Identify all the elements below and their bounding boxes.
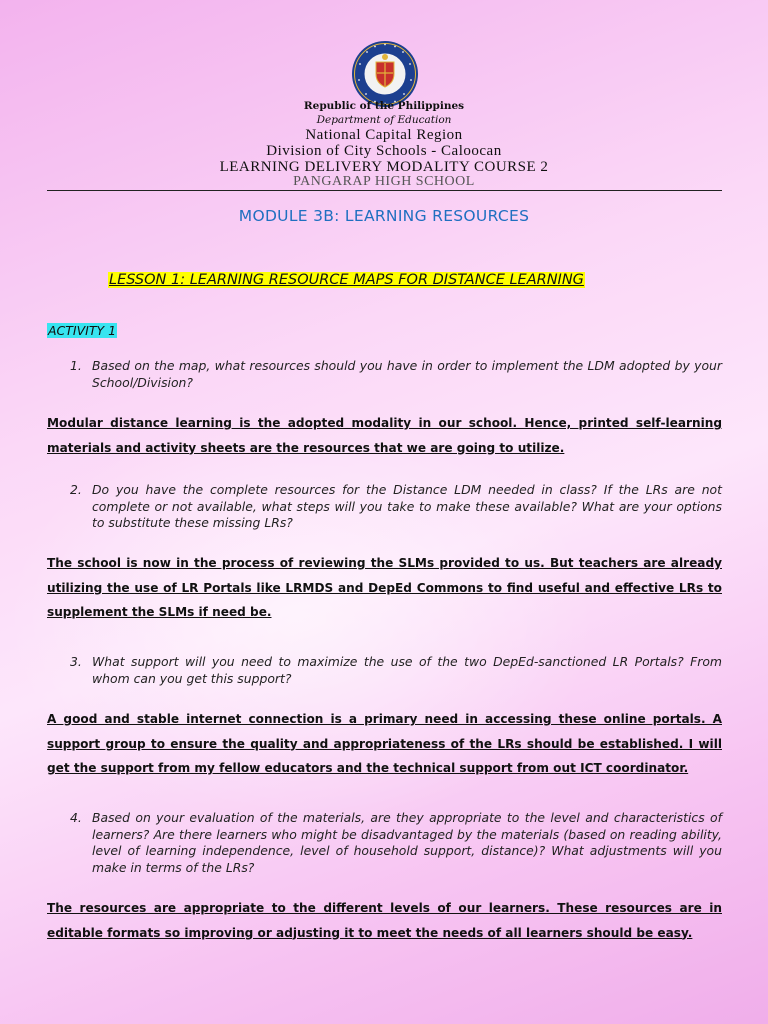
activity-label: ACTIVITY 1 [48,323,117,338]
question-text: Based on the map, what resources should you have in order to implement the LDM adopted by your School/Division? [92,358,722,390]
header-region: National Capital Region [305,127,463,143]
question-number: 2. [70,482,82,497]
answer-text: The resources are appropriate to the different levels of our learners. These resources are in editable formats so improving or adjusting it to meet the needs of all learners should be easy. [47,901,722,940]
header-department: Department of Education [316,114,452,126]
answer-text: Modular distance learning is the adopted modality in our school. Hence, printed self-learning materials and activity sheets are the resources that we are going to utilize. [47,416,722,455]
header-course: LEARNING DELIVERY MODALITY COURSE 2 [219,159,549,175]
answer-text: The school is now in the process of reviewing the SLMs provided to us. But teachers are already utilizing the use of LR Portals like LRMDS and DepEd Commons to find useful and effective LRs to supplement the SLMs if need be. [47,556,722,619]
question-text: Do you have the complete resources for the Distance LDM needed in class? If the LRs are not complete or not available, what steps will you take to make these available? What are your options to substitute these missing LRs? [92,482,722,530]
question-number: 1. [70,358,82,373]
question-number: 4. [70,810,82,825]
header-divider [47,190,722,191]
answer-text: A good and stable internet connection is a primary need in accessing these online portals. A support group to ensure the quality and appropriateness of the LRs should be established. I will get the support from my fellow educators and the technical support from out ICT coordinator. [47,712,722,775]
header-school: PANGARAP HIGH SCHOOL [293,174,475,189]
deped-seal-logo [351,40,419,108]
question-item [70,810,722,876]
question-item [70,654,722,687]
question-number: 3. [70,654,82,669]
question-item [70,482,722,532]
module-title: MODULE 3B: LEARNING RESOURCES [238,207,530,225]
question-text: What support will you need to maximize the use of the two DepEd-sanctioned LR Portals? From whom can you get this support? [92,654,722,686]
lesson-title: LESSON 1: LEARNING RESOURCE MAPS FOR DISTANCE LEARNING [109,272,584,288]
question-text: Based on your evaluation of the materials, are they appropriate to the level and characteristics of learners? Are there learners who might be disadvantaged by the materials (based on reading ability, level of learning independence, level of household support, distance)? What adjustments will you make in terms of the LRs? [92,810,722,875]
header-republic: Republic of the Philippines [303,100,465,112]
question-item [70,358,722,391]
header-division: Division of City Schools - Caloocan [266,143,502,159]
